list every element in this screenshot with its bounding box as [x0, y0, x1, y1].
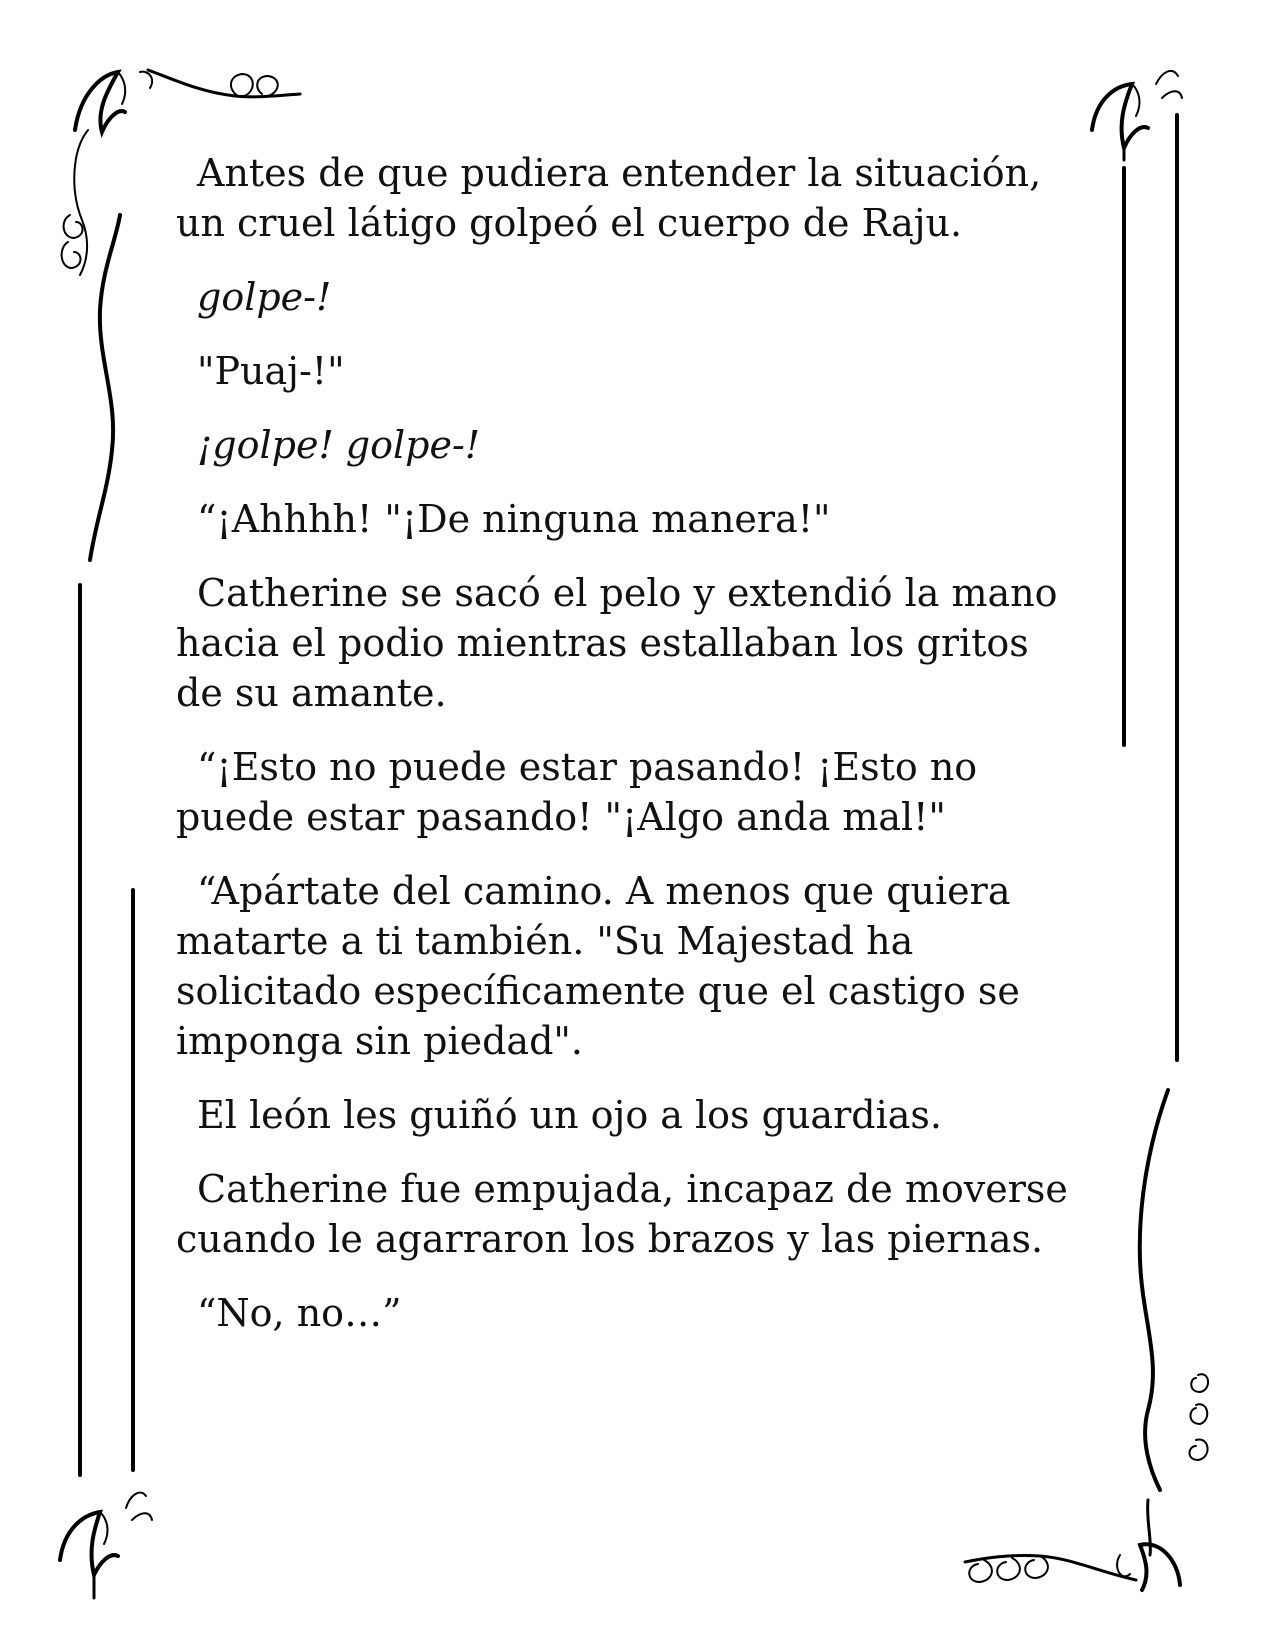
paragraph: [176, 420, 1076, 470]
text-line: ¡golpe! golpe-!: [197, 423, 481, 467]
text-line: matarte a ti también. "Su Majestad ha: [176, 919, 914, 963]
text-line: “Apártate del camino. A menos que quiera: [197, 869, 1011, 913]
text-line: un cruel látigo golpeó el cuerpo de Raju.: [176, 201, 963, 245]
paragraph: [176, 346, 1076, 396]
paragraph: [176, 568, 1076, 718]
paragraph: [176, 272, 1076, 322]
text-line: "Puaj-!": [197, 349, 345, 393]
bottom-left-flourish-icon: [60, 1493, 152, 1598]
text-line: Antes de que pudiera entender la situación,: [197, 151, 1042, 195]
paragraph: [176, 742, 1076, 842]
paragraph: [176, 148, 1076, 248]
text-line: golpe-!: [197, 275, 332, 319]
text-line: hacia el podio mientras estallaban los gritos: [176, 621, 1029, 665]
paragraph: [176, 1164, 1076, 1264]
paragraph: [176, 1090, 1076, 1140]
text-line: “¡Ahhhh! "¡De ninguna manera!": [197, 497, 831, 541]
body-text: [176, 148, 1076, 1362]
text-line: cuando le agarraron los brazos y las piernas.: [176, 1217, 1044, 1261]
text-line: “No, no…”: [197, 1291, 402, 1335]
paragraph: [176, 866, 1076, 1066]
paragraph: [176, 494, 1076, 544]
paragraph: [176, 1288, 1076, 1338]
text-line: “¡Esto no puede estar pasando! ¡Esto no: [197, 745, 978, 789]
text-line: puede estar pasando! "¡Algo anda mal!": [176, 795, 946, 839]
text-line: de su amante.: [176, 671, 447, 715]
text-line: Catherine fue empujada, incapaz de moverse: [197, 1167, 1068, 1211]
top-right-flourish-icon: [1092, 71, 1182, 160]
text-line: imponga sin piedad".: [176, 1019, 583, 1063]
text-line: solicitado específicamente que el castigo se: [176, 969, 1020, 1013]
text-line: El león les guiñó un ojo a los guardias.: [197, 1093, 942, 1137]
text-line: Catherine se sacó el pelo y extendió la mano: [197, 571, 1058, 615]
